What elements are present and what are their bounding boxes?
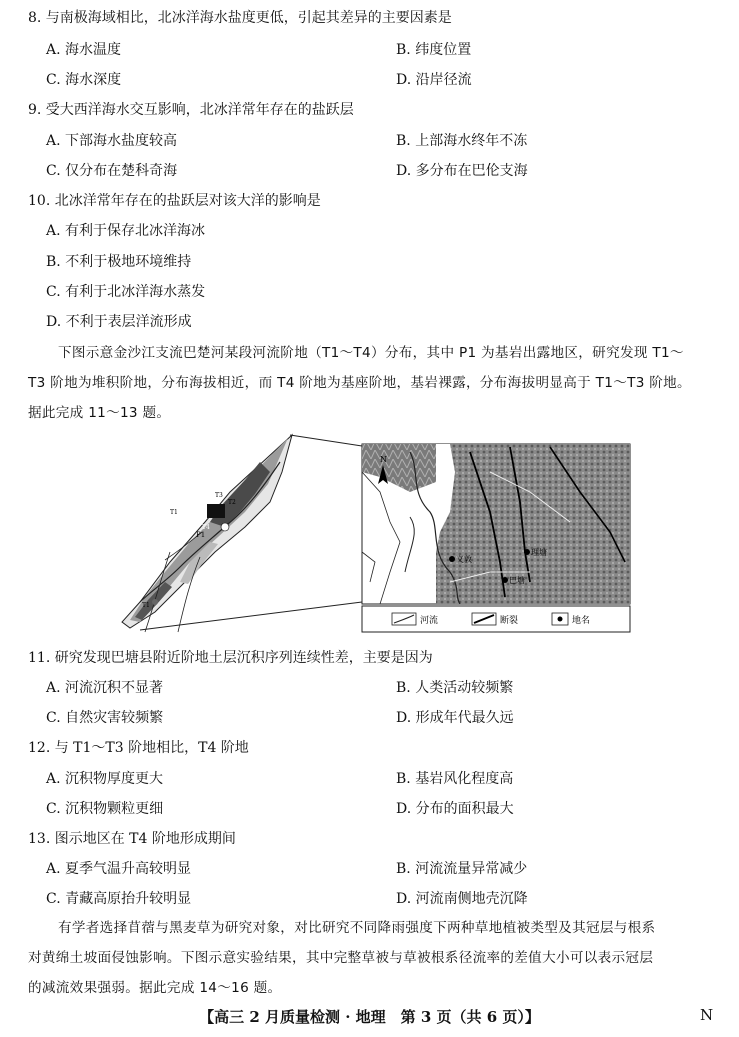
town-marker-1 [449,556,455,562]
question-13-stem: 13. 图示地区在 T4 阶地形成期间 [28,831,236,847]
terrace-inset [122,435,292,632]
regional-map [362,444,630,604]
q9-option-a: A. 下部海水盐度较高 [46,133,178,149]
svg-text:T3: T3 [215,492,223,499]
legend-river-label: 河流 [420,616,439,626]
q10-option-a: A. 有利于保存北冰洋海冰 [46,223,206,239]
q10-option-c: C. 有利于北冰洋海水蒸发 [46,284,206,300]
q11-option-c: C. 自然灾害较频繁 [46,710,164,726]
q8-option-d: D. 沿岸径流 [396,72,472,88]
q13-option-b: B. 河流流量异常减少 [396,861,528,877]
q9-option-d: D. 多分布在巴伦支海 [396,163,528,179]
legend [362,606,630,632]
q8-option-a: A. 海水温度 [46,42,122,58]
q10-option-b: B. 不利于极地环境维持 [46,254,192,270]
question-9-stem: 9. 受大西洋海水交互影响，北冰洋常年存在的盐跃层 [28,102,354,118]
q13-option-a: A. 夏季气温升高较明显 [46,861,192,877]
q11-option-a: A. 河流沉积不显著 [46,680,164,696]
q11-option-b: B. 人类活动较频繁 [396,680,514,696]
town-marker-2 [524,549,530,555]
connector-line-bottom [140,602,362,630]
q9-option-c: C. 仅分布在楚科奇海 [46,163,178,179]
map-town-batang: 巴塘 [509,576,525,585]
intro-line-1: 下图示意金沙江支流巴楚河某段河流阶地（T1～T4）分布，其中 P1 为基岩出露地区，研究发现 T1～ [58,345,684,361]
town-marker-3 [502,577,508,583]
question-12-stem: 12. 与 T1～T3 阶地相比，T4 阶地 [28,740,249,756]
question-8-stem: 8. 与南极海域相比，北冰洋海水盐度更低，引起其差异的主要因素是 [28,10,452,26]
connector-line-top [290,435,362,446]
p1-label: P1 [196,531,206,539]
map-town-yidun: 义敦 [456,555,472,564]
svg-text:T1: T1 [170,509,178,516]
river-terrace-figure [110,432,635,634]
north-label: N [380,455,387,464]
q12-option-a: A. 沉积物厚度更大 [46,771,164,787]
q13-option-d: D. 河流南侧地壳沉降 [396,891,528,907]
intro2-line-1: 有学者选择苜蓿与黑麦草为研究对象，对比研究不同降雨强度下两种草地植被类型及其冠层与根系 [58,920,656,936]
q12-option-d: D. 分布的面积最大 [396,801,514,817]
q12-option-c: C. 沉积物颗粒更细 [46,801,164,817]
svg-text:T4: T4 [202,524,210,531]
intro2-line-3: 的减流效果强弱。据此完成 14～16 题。 [28,980,282,996]
svg-text:T2: T2 [228,499,236,506]
q12-option-b: B. 基岩风化程度高 [396,771,514,787]
q10-option-d: D. 不利于表层洋流形成 [46,314,192,330]
legend-place-label: 地名 [572,616,591,626]
question-11-stem: 11. 研究发现巴塘县附近阶地土层沉积序列连续性差，主要是因为 [28,650,433,666]
page-mark: N [700,1006,714,1024]
legend-fault-label: 断裂 [500,616,519,626]
page-footer: 【高三 2 月质量检测 · 地理 第 3 页（共 6 页）】 [199,1008,540,1026]
question-10-stem: 10. 北冰洋常年存在的盐跃层对该大洋的影响是 [28,193,321,209]
svg-text:T1: T1 [142,602,150,609]
map-town-litang: 理塘 [531,548,547,557]
q8-option-c: C. 海水深度 [46,72,122,88]
q13-option-c: C. 青藏高原抬升较明显 [46,891,192,907]
q9-option-b: B. 上部海水终年不冻 [396,133,528,149]
intro-line-2: T3 阶地为堆积阶地，分布海拔相近，而 T4 阶地为基座阶地，基岩裸露，分布海拔明显高于 T1～T3 阶地。 [28,375,691,391]
t4-block [207,504,225,518]
q8-option-b: B. 纬度位置 [396,42,472,58]
intro-line-3: 据此完成 11～13 题。 [28,405,171,421]
intro2-line-2: 对黄绵土坡面侵蚀影响。下图示意实验结果，其中完整草被与草被根系径流率的差值大小可以表示冠层 [28,950,654,966]
q11-option-d: D. 形成年代最久远 [396,710,514,726]
